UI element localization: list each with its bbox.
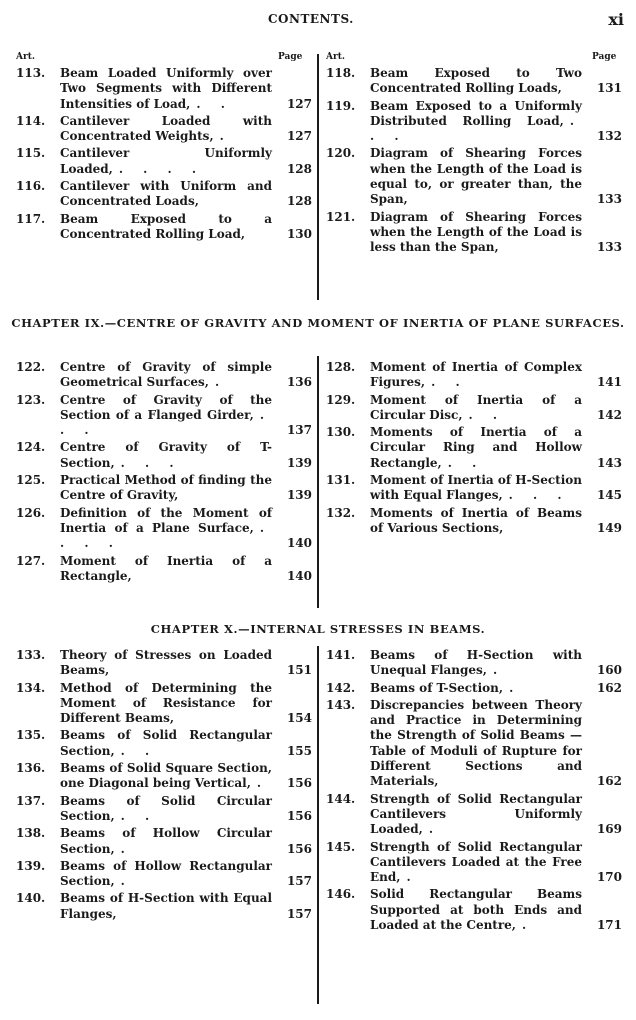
page-ref: 170 [596, 870, 622, 885]
chapter-heading-ix-text: CHAPTER IX.—CENTRE OF GRAVITY AND MOMENT OF INERTIA OF PLANE SURFACES. [11, 316, 625, 330]
toc-entry [16, 859, 312, 890]
page-ref: 156 [286, 841, 312, 856]
entry-title-text: Cantilever Uniformly Loaded, [60, 146, 272, 176]
entry-title [60, 681, 278, 727]
page-ref: 139 [286, 455, 312, 470]
dot-leader: . . . . [60, 520, 272, 551]
section-chapter-x [0, 646, 636, 1016]
entry-title-text: Discrepancies between Theory and Practice in Determining the Strength of Solid Beams —Table of Moduli of Rupture for Different Sections and Materials, [370, 697, 582, 789]
entry-title [60, 393, 278, 439]
toc-entry [326, 506, 622, 537]
toc-entry [326, 66, 622, 97]
col-header-page-right: Page [592, 52, 617, 62]
entry-title-text: Moment of Inertia of Complex Figures, [370, 360, 582, 390]
article-number: 142. [326, 680, 356, 695]
entry-title [370, 792, 588, 838]
entry-title-text: Beams of Hollow Rectangular Section, [60, 858, 272, 889]
entry-title [60, 891, 278, 922]
article-number: 132. [326, 505, 356, 520]
article-number: 131. [326, 473, 356, 488]
dot-leader: . [120, 874, 133, 889]
article-number: 138. [16, 826, 46, 841]
dot-leader: . [509, 680, 522, 695]
page-ref: 131 [596, 81, 622, 96]
column-divider [317, 356, 319, 608]
dot-leader: . [256, 776, 270, 791]
column-left [16, 648, 312, 924]
article-number: 114. [16, 113, 46, 128]
article-number: 139. [16, 858, 46, 873]
article-number: 143. [326, 697, 356, 712]
dot-leader: . . . . [118, 161, 205, 176]
toc-entry [326, 360, 622, 391]
article-number: 126. [16, 505, 46, 520]
page-ref: 160 [596, 663, 622, 678]
col-header-page-left: Page [278, 52, 303, 62]
entry-title [370, 210, 588, 256]
toc-entry [16, 212, 312, 243]
page-ref: 128 [286, 161, 312, 176]
page-ref: 157 [286, 874, 312, 889]
toc-entry [326, 393, 622, 424]
toc-entry [326, 425, 622, 471]
entry-title-text: Diagram of Shearing Forces when the Length of the Load is less than the Span, [370, 209, 582, 255]
entry-title [60, 554, 278, 585]
entry-title [60, 761, 278, 792]
dot-leader: . . . [508, 488, 570, 503]
column-divider [317, 646, 319, 1004]
article-number: 145. [326, 839, 356, 854]
page-ref: 142 [596, 407, 622, 422]
column-right [326, 360, 622, 538]
toc-entry [16, 761, 312, 792]
entry-title [370, 681, 588, 696]
article-number: 116. [16, 179, 46, 194]
chapter-heading-x-text: CHAPTER X.—INTERNAL STRESSES IN BEAMS. [150, 622, 486, 636]
article-number: 125. [16, 473, 46, 488]
toc-entry [16, 794, 312, 825]
dot-leader: . [120, 841, 133, 856]
entry-title [60, 506, 278, 552]
entry-title-text: Centre of Gravity of T-Section, [60, 440, 272, 470]
toc-entry [16, 506, 312, 552]
toc-entry [326, 99, 622, 145]
article-number: 140. [16, 891, 46, 906]
column-right [326, 66, 622, 258]
page-ref: 140 [286, 536, 312, 551]
column-right [326, 648, 622, 935]
entry-title [60, 360, 278, 391]
page-ref: 132 [596, 129, 622, 144]
article-number: 135. [16, 728, 46, 743]
page-ref: 169 [596, 822, 622, 837]
article-number: 128. [326, 360, 356, 374]
entry-title [370, 648, 588, 679]
article-number: 137. [16, 793, 46, 808]
dot-leader: . . [468, 407, 506, 422]
entry-title-text: Beams of T-Section, [370, 680, 504, 695]
entry-title [60, 114, 278, 145]
article-number: 141. [326, 648, 356, 662]
article-number: 119. [326, 98, 356, 113]
entry-title [370, 99, 588, 145]
entry-title [370, 473, 588, 504]
page-ref: 155 [286, 743, 312, 758]
entry-title [370, 425, 588, 471]
running-title: CONTENTS. [268, 12, 354, 26]
toc-entry [16, 728, 312, 759]
entry-title [370, 360, 588, 391]
entry-title [370, 506, 588, 537]
entry-title-text: Practical Method of finding the Centre of Gravity, [60, 473, 272, 503]
entry-title-text: Strength of Solid Rectangular Cantilevers Loaded at the Free End, [370, 839, 582, 885]
entry-title-text: Beams of Solid Circular Section, [60, 793, 272, 823]
dot-leader: . [219, 129, 232, 144]
entry-title [60, 212, 278, 243]
article-number: 124. [16, 440, 46, 455]
entry-title-text: Method of Determining the Moment of Resistance for Different Beams, [60, 680, 272, 726]
entry-title-text: Beams of Hollow Circular Section, [60, 826, 272, 856]
entry-title [370, 887, 588, 933]
page-ref: 149 [596, 520, 622, 535]
toc-entry [16, 648, 312, 679]
section-chapter-ix [0, 356, 636, 610]
page-ref: 127 [286, 129, 312, 144]
article-number: 133. [16, 648, 46, 662]
entry-title-text: Definition of the Moment of Inertia of a Plane Surface, [60, 505, 272, 535]
article-number: 121. [326, 209, 356, 224]
toc-entry [326, 840, 622, 886]
toc-entry [326, 473, 622, 504]
toc-entry [16, 393, 312, 439]
dot-leader: . . [120, 808, 158, 823]
chapter-heading-ix [0, 316, 636, 331]
entry-title [60, 473, 278, 504]
dot-leader: . [521, 918, 535, 933]
entry-title [60, 179, 278, 210]
toc-entry [326, 681, 622, 696]
dot-leader: . [493, 663, 506, 678]
article-number: 117. [16, 211, 46, 226]
dot-leader: . . [447, 455, 485, 470]
article-number: 113. [16, 66, 46, 80]
article-number: 134. [16, 680, 46, 695]
toc-entry [16, 360, 312, 391]
column-left [16, 360, 312, 586]
entry-title-text: Moments of Inertia of Beams of Various Sections, [370, 505, 582, 535]
entry-title [60, 440, 278, 471]
page-ref: 140 [286, 568, 312, 583]
toc-entry [16, 554, 312, 585]
entry-title [60, 826, 278, 857]
entry-title-text: Beams of H-Section with Equal Flanges, [60, 891, 272, 921]
article-number: 127. [16, 553, 46, 568]
dot-leader: . . . [120, 455, 182, 470]
page-ref: 154 [286, 711, 312, 726]
column-divider [317, 54, 319, 300]
entry-title-text: Beam Exposed to Two Concentrated Rolling Loads, [370, 66, 582, 96]
page-ref: 171 [596, 918, 622, 933]
page-ref: 136 [286, 375, 312, 390]
entry-title-text: Centre of Gravity of simple Geometrical Surfaces, [60, 360, 272, 390]
col-header-art-right: Art. [326, 52, 346, 62]
page-number: xi [608, 10, 624, 29]
entry-title-text: Moment of Inertia of a Circular Disc, [370, 392, 582, 422]
entry-title-text: Moment of Inertia of a Rectangle, [60, 553, 272, 583]
page-ref: 130 [286, 226, 312, 241]
page-ref: 162 [596, 774, 622, 789]
toc-entry [326, 792, 622, 838]
toc-entry [326, 887, 622, 933]
page-ref: 128 [286, 194, 312, 209]
toc-entry [326, 648, 622, 679]
page-ref: 156 [286, 808, 312, 823]
page-ref: 145 [596, 488, 622, 503]
toc-entry [16, 681, 312, 727]
entry-title [60, 794, 278, 825]
entry-title [370, 146, 588, 207]
page-ref: 127 [286, 96, 312, 111]
article-number: 120. [326, 146, 356, 161]
entry-title [60, 648, 278, 679]
article-number: 118. [326, 66, 356, 80]
entry-title [370, 66, 588, 97]
entry-title [60, 146, 278, 177]
article-number: 144. [326, 791, 356, 806]
dot-leader: . . [120, 743, 158, 758]
entry-title-text: Solid Rectangular Beams Supported at both Ends and Loaded at the Centre, [370, 887, 582, 933]
toc-entry [16, 440, 312, 471]
dot-leader: . [215, 375, 228, 390]
toc-entry [16, 473, 312, 504]
toc-entry [16, 66, 312, 112]
dot-leader: . [406, 870, 419, 885]
entry-title-text: Beam Exposed to a Concentrated Rolling Load, [60, 211, 272, 241]
entry-title-text: Beam Loaded Uniformly over Two Segments with Different Intensities of Load, [60, 66, 272, 111]
entry-title-text: Beams of H-Section with Unequal Flanges, [370, 648, 582, 678]
toc-entry [326, 698, 622, 790]
article-number: 122. [16, 360, 46, 374]
toc-entry [16, 179, 312, 210]
page-ref: 137 [286, 423, 312, 438]
entry-title-text: Beams of Solid Rectangular Section, [60, 728, 272, 758]
toc-entry [16, 146, 312, 177]
toc-entry [326, 210, 622, 256]
entry-title [60, 66, 278, 112]
toc-entry [16, 114, 312, 145]
article-number: 123. [16, 392, 46, 407]
dot-leader: . . . [60, 407, 272, 438]
entry-title-text: Centre of Gravity of the Section of a Flanged Girder, [60, 392, 272, 422]
dot-leader: . . . [370, 113, 582, 144]
toc-entry [16, 826, 312, 857]
entry-title [370, 393, 588, 424]
page-ref: 133 [596, 240, 622, 255]
entry-title-text: Moment of Inertia of H-Section with Equal Flanges, [370, 473, 582, 503]
toc-entry [326, 146, 622, 207]
page-ref: 141 [596, 375, 622, 390]
dot-leader: . . [196, 96, 233, 111]
article-number: 130. [326, 425, 356, 440]
column-left [16, 66, 312, 244]
article-number: 146. [326, 887, 356, 902]
toc-entry [16, 891, 312, 922]
dot-leader: . [428, 822, 441, 837]
entry-title-text: Strength of Solid Rectangular Cantilevers Uniformly Loaded, [370, 791, 582, 837]
entry-title [60, 728, 278, 759]
entry-title-text: Theory of Stresses on Loaded Beams, [60, 648, 272, 678]
entry-title-text: Diagram of Shearing Forces when the Length of the Load is equal to, or greater than, the Span, [370, 146, 582, 207]
page-ref: 151 [286, 663, 312, 678]
article-number: 136. [16, 761, 46, 776]
col-header-art-left: Art. [16, 52, 36, 62]
page-ref: 143 [596, 455, 622, 470]
entry-title-text: Cantilever Loaded with Concentrated Weights, [60, 113, 272, 144]
dot-leader: . . [431, 375, 468, 390]
entry-title [60, 859, 278, 890]
page-ref: 156 [286, 776, 312, 791]
page-ref: 133 [596, 192, 622, 207]
entry-title [370, 840, 588, 886]
entry-title-text: Moments of Inertia of a Circular Ring and Hollow Rectangle, [370, 425, 582, 470]
entry-title-text: Cantilever with Uniform and Concentrated Loads, [60, 179, 272, 209]
section-continued [0, 52, 636, 302]
page-ref: 139 [286, 488, 312, 503]
page-ref: 157 [286, 906, 312, 921]
article-number: 115. [16, 146, 46, 161]
entry-title-text: Beam Exposed to a Uniformly Distributed Rolling Load, [370, 98, 582, 128]
article-number: 129. [326, 392, 356, 407]
entry-title [370, 698, 588, 790]
entry-title-text: Beams of Solid Square Section, one Diagonal being Vertical, [60, 761, 272, 791]
chapter-heading-x [0, 622, 636, 637]
page-ref: 162 [596, 680, 622, 695]
page-header [0, 10, 636, 32]
